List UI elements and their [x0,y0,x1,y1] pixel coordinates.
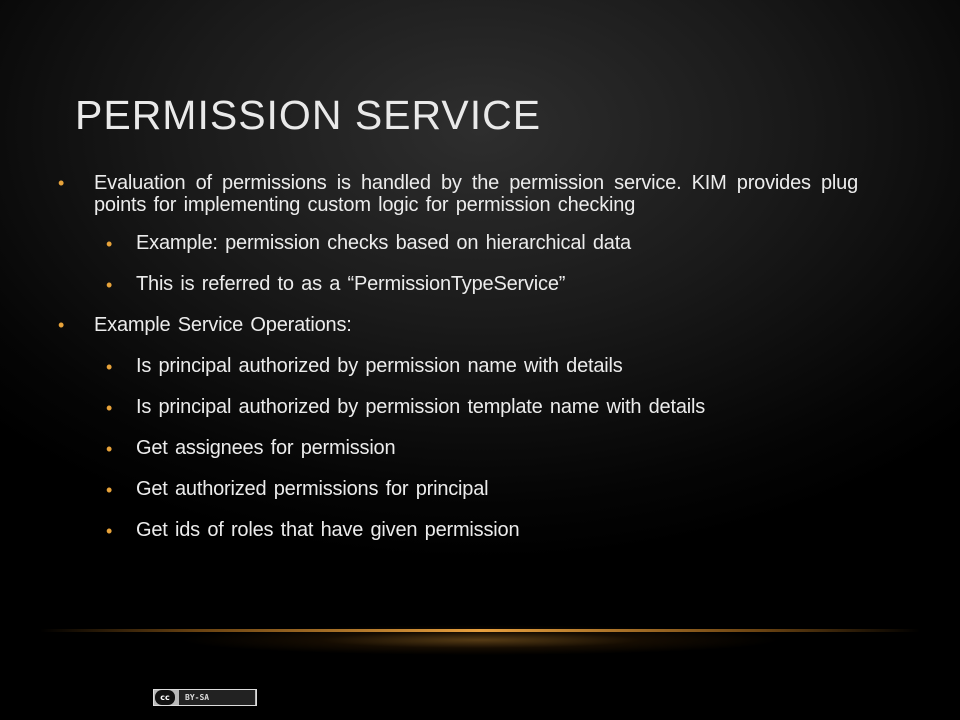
bullet-text: Example: permission checks based on hierarchical data [136,232,631,254]
bullet-icon: • [106,480,113,500]
bullet-icon: • [106,357,113,377]
bullet-icon: • [106,234,113,254]
cc-license-badge [153,689,257,706]
bullet-list [58,172,858,541]
bullet-icon: • [58,173,65,193]
divider-glow [80,620,880,660]
bullet-text: Example Service Operations: [94,314,352,336]
license-label: BY-SA [179,690,255,705]
bullet-item-level2 [58,437,858,459]
bullet-text: This is referred to as a “PermissionTypeService” [136,273,566,295]
bullet-icon: • [58,315,65,335]
slide-title: PERMISSION SERVICE [75,92,542,138]
bullet-icon: • [106,521,113,541]
bullet-item-level2 [58,232,858,254]
bullet-icon: • [106,398,113,418]
bullet-icon: • [106,439,113,459]
bullet-icon: • [106,275,113,295]
divider-line [40,629,920,632]
bullet-item-level2 [58,355,858,377]
bullet-item-level2 [58,478,858,500]
bullet-text: Evaluation of permissions is handled by the permission service. KIM provides plug points for implementing custom logic for permission checking [94,172,858,216]
bullet-text: Get ids of roles that have given permission [136,519,520,541]
bullet-item-level2 [58,273,858,295]
bullet-text: Get assignees for permission [136,437,396,459]
bullet-text: Get authorized permissions for principal [136,478,489,500]
bullet-text: Is principal authorized by permission name with details [136,355,623,377]
bullet-item-level1 [58,314,858,336]
bullet-item-level2 [58,519,858,541]
bullet-item-level1 [58,172,858,216]
bullet-text: Is principal authorized by permission template name with details [136,396,706,418]
bullet-item-level2 [58,396,858,418]
cc-icon: cc [155,690,175,705]
